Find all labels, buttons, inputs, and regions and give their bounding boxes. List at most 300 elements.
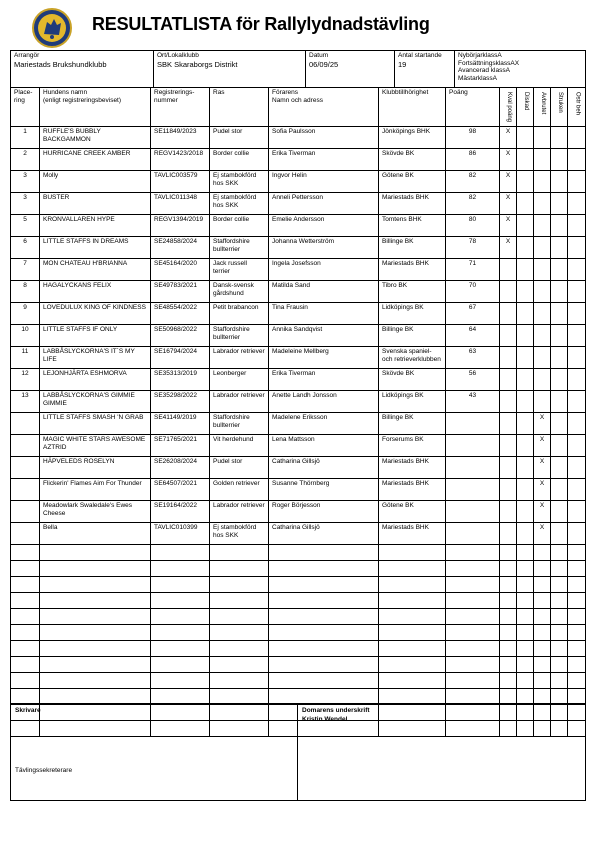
absent-mark	[568, 193, 586, 215]
qualifying-mark	[500, 501, 517, 523]
disqualified-mark	[517, 281, 534, 303]
placing-cell: 12	[11, 369, 40, 391]
empty-cell	[151, 545, 210, 561]
empty-cell	[269, 545, 379, 561]
empty-cell	[551, 673, 568, 689]
table-row	[11, 435, 586, 457]
points-cell: 67	[446, 303, 500, 325]
breed-cell: Staffordshire bullterrier	[210, 237, 269, 259]
empty-cell	[269, 641, 379, 657]
reg-number-cell: SE50968/2022	[151, 325, 210, 347]
breed-cell: Jack russell terrier	[210, 259, 269, 281]
dog-name-cell: LITTLE STAFFS SMASH 'N GRAB	[40, 413, 151, 435]
empty-row	[11, 545, 586, 561]
empty-cell	[40, 561, 151, 577]
empty-cell	[517, 657, 534, 673]
empty-cell	[446, 641, 500, 657]
struck-mark	[551, 259, 568, 281]
absent-mark	[568, 413, 586, 435]
empty-cell	[379, 545, 446, 561]
club-cell: Lidköpings BK	[379, 303, 446, 325]
breed-cell: Vit herdehund	[210, 435, 269, 457]
disqualified-mark	[517, 501, 534, 523]
empty-cell	[568, 561, 586, 577]
dog-name-cell: LABBÅSLYCKORNA'S GIMMIE GIMMIE	[40, 391, 151, 413]
location-cell	[154, 51, 306, 88]
empty-cell	[210, 545, 269, 561]
owner-cell: Tina Frausin	[269, 303, 379, 325]
reg-number-cell: SE35313/2019	[151, 369, 210, 391]
club-cell: Svenska spaniel- och retrieverklubben	[379, 347, 446, 369]
empty-row	[11, 641, 586, 657]
empty-cell	[500, 641, 517, 657]
table-row	[11, 149, 586, 171]
aborted-mark	[534, 127, 551, 149]
empty-cell	[551, 641, 568, 657]
disqualified-mark	[517, 479, 534, 501]
dog-name-cell: BUSTER	[40, 193, 151, 215]
placing-cell	[11, 523, 40, 545]
qualifying-mark	[500, 303, 517, 325]
empty-cell	[534, 593, 551, 609]
empty-cell	[500, 561, 517, 577]
table-row	[11, 479, 586, 501]
table-row	[11, 171, 586, 193]
classes-cell	[455, 51, 586, 88]
absent-mark	[568, 501, 586, 523]
points-cell	[446, 523, 500, 545]
empty-cell	[151, 641, 210, 657]
page-title: RESULTATLISTA för Rallylydnadstävling	[92, 14, 430, 34]
dog-name-cell: Meadowlark Swaledale's Ewes Cheese	[40, 501, 151, 523]
judge-name: Kristin Wendel	[302, 716, 348, 723]
struck-mark	[551, 325, 568, 347]
owner-cell: Susanne Thörnberg	[269, 479, 379, 501]
class-item: NybörjarklassA	[458, 52, 502, 59]
empty-cell	[40, 593, 151, 609]
reg-number-cell: SE64507/2021	[151, 479, 210, 501]
struck-mark	[551, 413, 568, 435]
breed-cell: Pudel stor	[210, 127, 269, 149]
owner-cell: Anneli Pettersson	[269, 193, 379, 215]
header-club: Klubbtillhörighet	[379, 88, 446, 127]
reg-number-cell: TAVLIC011348	[151, 193, 210, 215]
aborted-mark	[534, 369, 551, 391]
breed-cell: Pudel stor	[210, 457, 269, 479]
reg-number-cell: TAVLIC003579	[151, 171, 210, 193]
empty-cell	[446, 609, 500, 625]
disqualified-mark	[517, 149, 534, 171]
empty-cell	[446, 625, 500, 641]
disqualified-mark	[517, 127, 534, 149]
empty-cell	[269, 609, 379, 625]
reg-number-cell: TAVLIC010399	[151, 523, 210, 545]
date-value: 06/09/25	[309, 59, 339, 69]
empty-cell	[210, 673, 269, 689]
absent-mark	[568, 325, 586, 347]
dog-name-cell: HAGALYCKANS FELIX	[40, 281, 151, 303]
club-cell: Jönköpings BHK	[379, 127, 446, 149]
empty-cell	[551, 625, 568, 641]
empty-cell	[151, 609, 210, 625]
empty-cell	[551, 657, 568, 673]
disqualified-mark	[517, 303, 534, 325]
placing-cell: 3	[11, 193, 40, 215]
aborted-mark	[534, 391, 551, 413]
empty-cell	[151, 673, 210, 689]
empty-row	[11, 609, 586, 625]
empty-cell	[568, 625, 586, 641]
empty-cell	[500, 545, 517, 561]
secretary-label: Tävlingssekreterare	[15, 767, 73, 774]
header-absent-text: Ostr beh	[574, 92, 581, 116]
qualifying-mark: X	[500, 127, 517, 149]
table-row	[11, 523, 586, 545]
reg-number-cell: SE16794/2024	[151, 347, 210, 369]
empty-cell	[379, 657, 446, 673]
club-cell: Mariestads BHK	[379, 193, 446, 215]
location-value: SBK Skaraborgs Distrikt	[157, 59, 238, 69]
owner-cell: Matilda Sand	[269, 281, 379, 303]
dog-name-cell: MON CHATEAU H'BRIANNA	[40, 259, 151, 281]
starters-cell	[395, 51, 455, 88]
owner-cell: Erika Tiverman	[269, 369, 379, 391]
qualifying-mark	[500, 325, 517, 347]
empty-cell	[500, 673, 517, 689]
disqualified-mark	[517, 171, 534, 193]
points-cell: 43	[446, 391, 500, 413]
empty-cell	[11, 625, 40, 641]
empty-cell	[269, 561, 379, 577]
empty-cell	[379, 609, 446, 625]
dog-name-cell: LITTLE STAFFS IN DREAMS	[40, 237, 151, 259]
empty-cell	[269, 657, 379, 673]
dog-name-cell: KRONVALLAREN HYPE	[40, 215, 151, 237]
dog-name-cell: HURRICANE CREEK AMBER	[40, 149, 151, 171]
reg-number-cell: SE41149/2019	[151, 413, 210, 435]
breed-cell: Border collie	[210, 149, 269, 171]
points-cell: 82	[446, 171, 500, 193]
reg-number-cell: SE24858/2024	[151, 237, 210, 259]
reg-number-cell: SE26208/2024	[151, 457, 210, 479]
club-cell: Billinge BK	[379, 237, 446, 259]
empty-cell	[517, 609, 534, 625]
table-row	[11, 413, 586, 435]
reg-number-cell: SE45164/2020	[151, 259, 210, 281]
disqualified-mark	[517, 523, 534, 545]
struck-mark	[551, 149, 568, 171]
empty-cell	[534, 545, 551, 561]
empty-cell	[210, 577, 269, 593]
aborted-mark	[534, 215, 551, 237]
aborted-mark: X	[534, 523, 551, 545]
empty-cell	[517, 593, 534, 609]
writer-label: Skrivare	[15, 707, 41, 714]
empty-row	[11, 673, 586, 689]
qualifying-mark	[500, 457, 517, 479]
owner-cell: Anette Landh Jonsson	[269, 391, 379, 413]
table-row	[11, 369, 586, 391]
qualifying-mark	[500, 435, 517, 457]
club-cell: Götene BK	[379, 171, 446, 193]
placing-cell	[11, 501, 40, 523]
placing-cell: 6	[11, 237, 40, 259]
table-row	[11, 457, 586, 479]
header-points: Poäng	[446, 88, 500, 127]
results-table	[10, 87, 586, 737]
empty-cell	[151, 577, 210, 593]
disqualified-mark	[517, 347, 534, 369]
placing-cell: 8	[11, 281, 40, 303]
empty-cell	[11, 545, 40, 561]
points-cell: 56	[446, 369, 500, 391]
empty-cell	[40, 625, 151, 641]
placing-cell: 11	[11, 347, 40, 369]
points-cell: 64	[446, 325, 500, 347]
breed-cell: Golden retriever	[210, 479, 269, 501]
owner-cell: Roger Börjesson	[269, 501, 379, 523]
points-cell: 86	[446, 149, 500, 171]
breed-cell: Ej stambokförd hos SKK	[210, 171, 269, 193]
club-cell: Billinge BK	[379, 325, 446, 347]
results-header-row	[11, 88, 586, 127]
empty-cell	[534, 641, 551, 657]
aborted-mark	[534, 237, 551, 259]
empty-cell	[379, 577, 446, 593]
empty-cell	[269, 673, 379, 689]
empty-cell	[379, 673, 446, 689]
empty-cell	[534, 625, 551, 641]
breed-cell: Leonberger	[210, 369, 269, 391]
empty-cell	[379, 641, 446, 657]
results-body	[11, 127, 586, 737]
owner-cell: Madeleine Mellberg	[269, 347, 379, 369]
placing-cell	[11, 457, 40, 479]
points-cell: 80	[446, 215, 500, 237]
disqualified-mark	[517, 237, 534, 259]
table-row	[11, 215, 586, 237]
club-cell: Billinge BK	[379, 413, 446, 435]
owner-cell: Erika Tiverman	[269, 149, 379, 171]
empty-cell	[568, 593, 586, 609]
table-row	[11, 347, 586, 369]
breed-cell: Petit brabancon	[210, 303, 269, 325]
struck-mark	[551, 479, 568, 501]
qualifying-mark	[500, 259, 517, 281]
empty-cell	[534, 577, 551, 593]
disqualified-mark	[517, 435, 534, 457]
empty-cell	[534, 561, 551, 577]
qualifying-mark: X	[500, 171, 517, 193]
owner-cell: Catharina Gillsjö	[269, 523, 379, 545]
table-row	[11, 303, 586, 325]
breed-cell: Dansk-svensk gårdshund	[210, 281, 269, 303]
qualifying-mark	[500, 369, 517, 391]
points-cell	[446, 457, 500, 479]
placing-cell: 7	[11, 259, 40, 281]
empty-cell	[269, 625, 379, 641]
empty-cell	[210, 657, 269, 673]
qualifying-mark: X	[500, 237, 517, 259]
empty-cell	[568, 577, 586, 593]
aborted-mark: X	[534, 501, 551, 523]
struck-mark	[551, 303, 568, 325]
placing-cell: 9	[11, 303, 40, 325]
class-item: Avancerad klassA	[458, 67, 510, 74]
empty-cell	[11, 593, 40, 609]
dog-name-cell: LEJONHJÄRTA ESHMORVA	[40, 369, 151, 391]
empty-cell	[40, 673, 151, 689]
empty-row	[11, 625, 586, 641]
empty-cell	[568, 609, 586, 625]
placing-cell	[11, 413, 40, 435]
owner-cell: Ingvor Helin	[269, 171, 379, 193]
disqualified-mark	[517, 391, 534, 413]
aborted-mark: X	[534, 435, 551, 457]
date-cell	[306, 51, 395, 88]
header-aborted	[534, 88, 551, 127]
empty-cell	[446, 593, 500, 609]
reg-number-cell: SE71765/2021	[151, 435, 210, 457]
empty-cell	[500, 657, 517, 673]
empty-cell	[11, 577, 40, 593]
breed-cell: Labrador retriever	[210, 347, 269, 369]
reg-number-cell: SE19164/2022	[151, 501, 210, 523]
empty-cell	[500, 593, 517, 609]
owner-cell: Sofia Paulsson	[269, 127, 379, 149]
club-cell: Mariestads BHK	[379, 457, 446, 479]
breed-cell: Ej stambokförd hos SKK	[210, 523, 269, 545]
disqualified-mark	[517, 325, 534, 347]
empty-cell	[11, 673, 40, 689]
owner-cell: Catharina Gillsjö	[269, 457, 379, 479]
empty-cell	[517, 625, 534, 641]
header-disqualified-text: Diskad	[522, 92, 529, 111]
reg-number-cell: REGV1394/2019	[151, 215, 210, 237]
header-breed: Ras	[210, 88, 269, 127]
reg-number-cell: REGV1423/2018	[151, 149, 210, 171]
points-cell: 98	[446, 127, 500, 149]
empty-cell	[269, 577, 379, 593]
points-cell: 78	[446, 237, 500, 259]
disqualified-mark	[517, 413, 534, 435]
disqualified-mark	[517, 193, 534, 215]
empty-cell	[534, 609, 551, 625]
placing-cell: 2	[11, 149, 40, 171]
struck-mark	[551, 435, 568, 457]
empty-cell	[40, 545, 151, 561]
empty-cell	[40, 609, 151, 625]
qualifying-mark	[500, 479, 517, 501]
empty-cell	[500, 625, 517, 641]
disqualified-mark	[517, 457, 534, 479]
reg-number-cell: SE35298/2022	[151, 391, 210, 413]
empty-cell	[551, 545, 568, 561]
club-cell: Mariestads BHK	[379, 259, 446, 281]
empty-cell	[151, 561, 210, 577]
absent-mark	[568, 479, 586, 501]
empty-cell	[551, 609, 568, 625]
aborted-mark	[534, 303, 551, 325]
qualifying-mark: X	[500, 215, 517, 237]
struck-mark	[551, 127, 568, 149]
empty-cell	[151, 657, 210, 673]
empty-cell	[500, 577, 517, 593]
club-cell: Skövde BK	[379, 149, 446, 171]
club-cell: Mariestads BHK	[379, 523, 446, 545]
empty-cell	[551, 593, 568, 609]
dog-name-cell: HÄPVELEDS ROSELYN	[40, 457, 151, 479]
table-row	[11, 193, 586, 215]
absent-mark	[568, 149, 586, 171]
empty-cell	[11, 657, 40, 673]
empty-cell	[11, 609, 40, 625]
empty-cell	[40, 657, 151, 673]
header-struck-text: Struken	[556, 92, 563, 113]
dog-name-cell: Molly	[40, 171, 151, 193]
header-aborted-text: Avbrutet	[539, 92, 546, 115]
struck-mark	[551, 523, 568, 545]
empty-cell	[11, 641, 40, 657]
qualifying-mark	[500, 347, 517, 369]
writer-cell	[11, 704, 298, 801]
dog-name-cell: LITTLE STAFFS IF ONLY	[40, 325, 151, 347]
empty-row	[11, 577, 586, 593]
aborted-mark	[534, 281, 551, 303]
aborted-mark	[534, 259, 551, 281]
empty-cell	[446, 561, 500, 577]
owner-cell: Lena Mattsson	[269, 435, 379, 457]
aborted-mark	[534, 193, 551, 215]
absent-mark	[568, 127, 586, 149]
absent-mark	[568, 259, 586, 281]
organizer-value: Mariestads Brukshundklubb	[14, 59, 107, 69]
dog-name-cell: LOVEDULUX KING OF KINDNESS	[40, 303, 151, 325]
qualifying-mark	[500, 413, 517, 435]
empty-cell	[379, 625, 446, 641]
placing-cell: 1	[11, 127, 40, 149]
class-item: FortsättningsklassAX	[458, 59, 520, 67]
aborted-mark	[534, 171, 551, 193]
empty-row	[11, 657, 586, 673]
empty-cell	[517, 673, 534, 689]
organizer-label: Arrangör	[14, 52, 40, 59]
breed-cell: Staffordshire bullterrier	[210, 325, 269, 347]
qualifying-mark: X	[500, 149, 517, 171]
disqualified-mark	[517, 369, 534, 391]
placing-cell	[11, 435, 40, 457]
starters-value: 19	[398, 59, 407, 69]
dog-name-cell: Bella	[40, 523, 151, 545]
header-qualifying-text: Kval poäng	[505, 92, 512, 123]
points-cell	[446, 479, 500, 501]
date-label: Datum	[309, 52, 329, 59]
table-row	[11, 237, 586, 259]
empty-cell	[269, 593, 379, 609]
qualifying-mark	[500, 281, 517, 303]
disqualified-mark	[517, 215, 534, 237]
empty-cell	[517, 577, 534, 593]
owner-cell: Johanna Wetterström	[269, 237, 379, 259]
table-row	[11, 501, 586, 523]
absent-mark	[568, 237, 586, 259]
aborted-mark	[534, 347, 551, 369]
club-cell: Tibro BK	[379, 281, 446, 303]
header-owner: Förarens Namn och adress	[269, 88, 379, 127]
empty-cell	[534, 673, 551, 689]
info-table	[10, 50, 586, 88]
club-cell: Götene BK	[379, 501, 446, 523]
